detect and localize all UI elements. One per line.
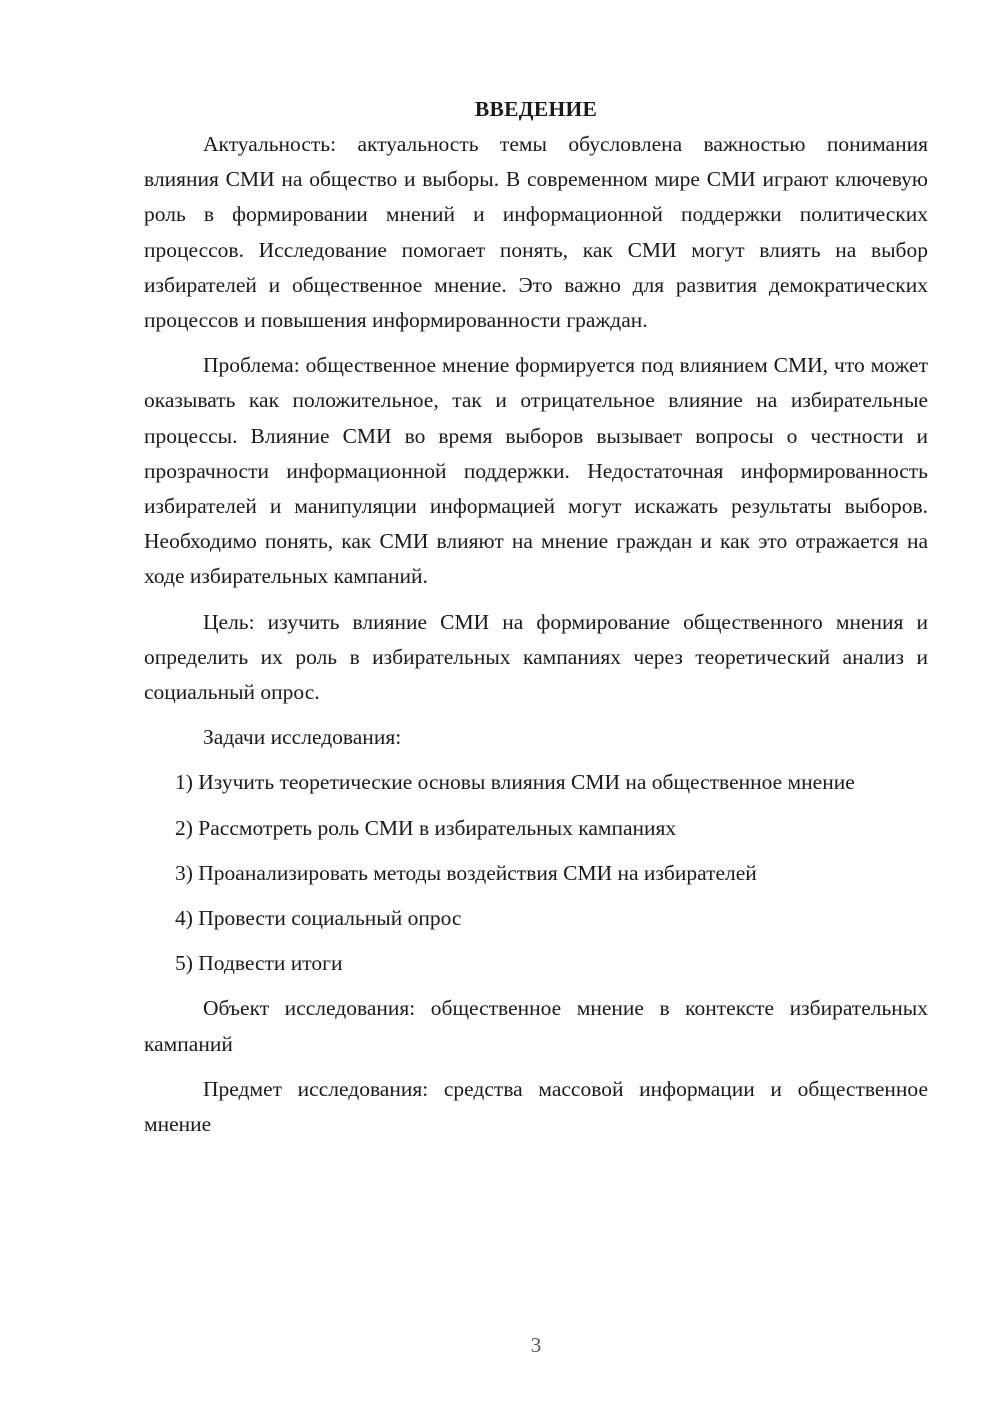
goal-paragraph: Цель: изучить влияние СМИ на формирование общественного мнения и определить их роль в избирательных кампаниях через теоретический анализ и социальный опрос.: [144, 609, 928, 705]
page-number: 3: [530, 1333, 542, 1357]
object-paragraph: Объект исследования: общественное мнение в контексте избирательных кампаний: [144, 996, 928, 1056]
task-item-4: 4) Провести социальный опрос: [175, 906, 462, 931]
document-page: [144, 92, 928, 1142]
relevance-paragraph: Актуальность: актуальность темы обусловлена важностью понимания влияния СМИ на общество и выборы. В современном мире СМИ играют ключевую роль в формировании мнений и информационной поддержки политических процессов. Исследование помогает понять, как СМИ могут влиять на выбор избирателей и общественное мнение. Это важно для развития демократических процессов и повышения информированности граждан.: [144, 132, 928, 333]
task-item-3: 3) Проанализировать методы воздействия СМИ на избирателей: [175, 860, 757, 885]
task-item-5: 5) Подвести итоги: [175, 951, 343, 976]
subject-paragraph: Предмет исследования: средства массовой информации и общественное мнение: [144, 1076, 928, 1137]
task-item-1: 1) Изучить теоретические основы влияния СМИ на общественное мнение: [175, 770, 855, 795]
page-title: ВВЕДЕНИЕ: [474, 97, 598, 121]
task-item-2: 2) Рассмотреть роль СМИ в избирательных кампаниях: [175, 815, 677, 840]
tasks-title: Задачи исследования:: [203, 725, 402, 750]
problem-paragraph: Проблема: общественное мнение формируется под влиянием СМИ, что может оказывать как положительное, так и отрицательное влияние на избирательные процессы. Влияние СМИ во время выборов вызывает вопросы о честности и прозрачности информационной поддержки. Недостаточная информированность избирателей и манипуляции информацией могут искажать результаты выборов. Необходимо понять, как СМИ влияют на мнение граждан и как это отражается на ходе избирательных кампаний.: [144, 353, 928, 589]
